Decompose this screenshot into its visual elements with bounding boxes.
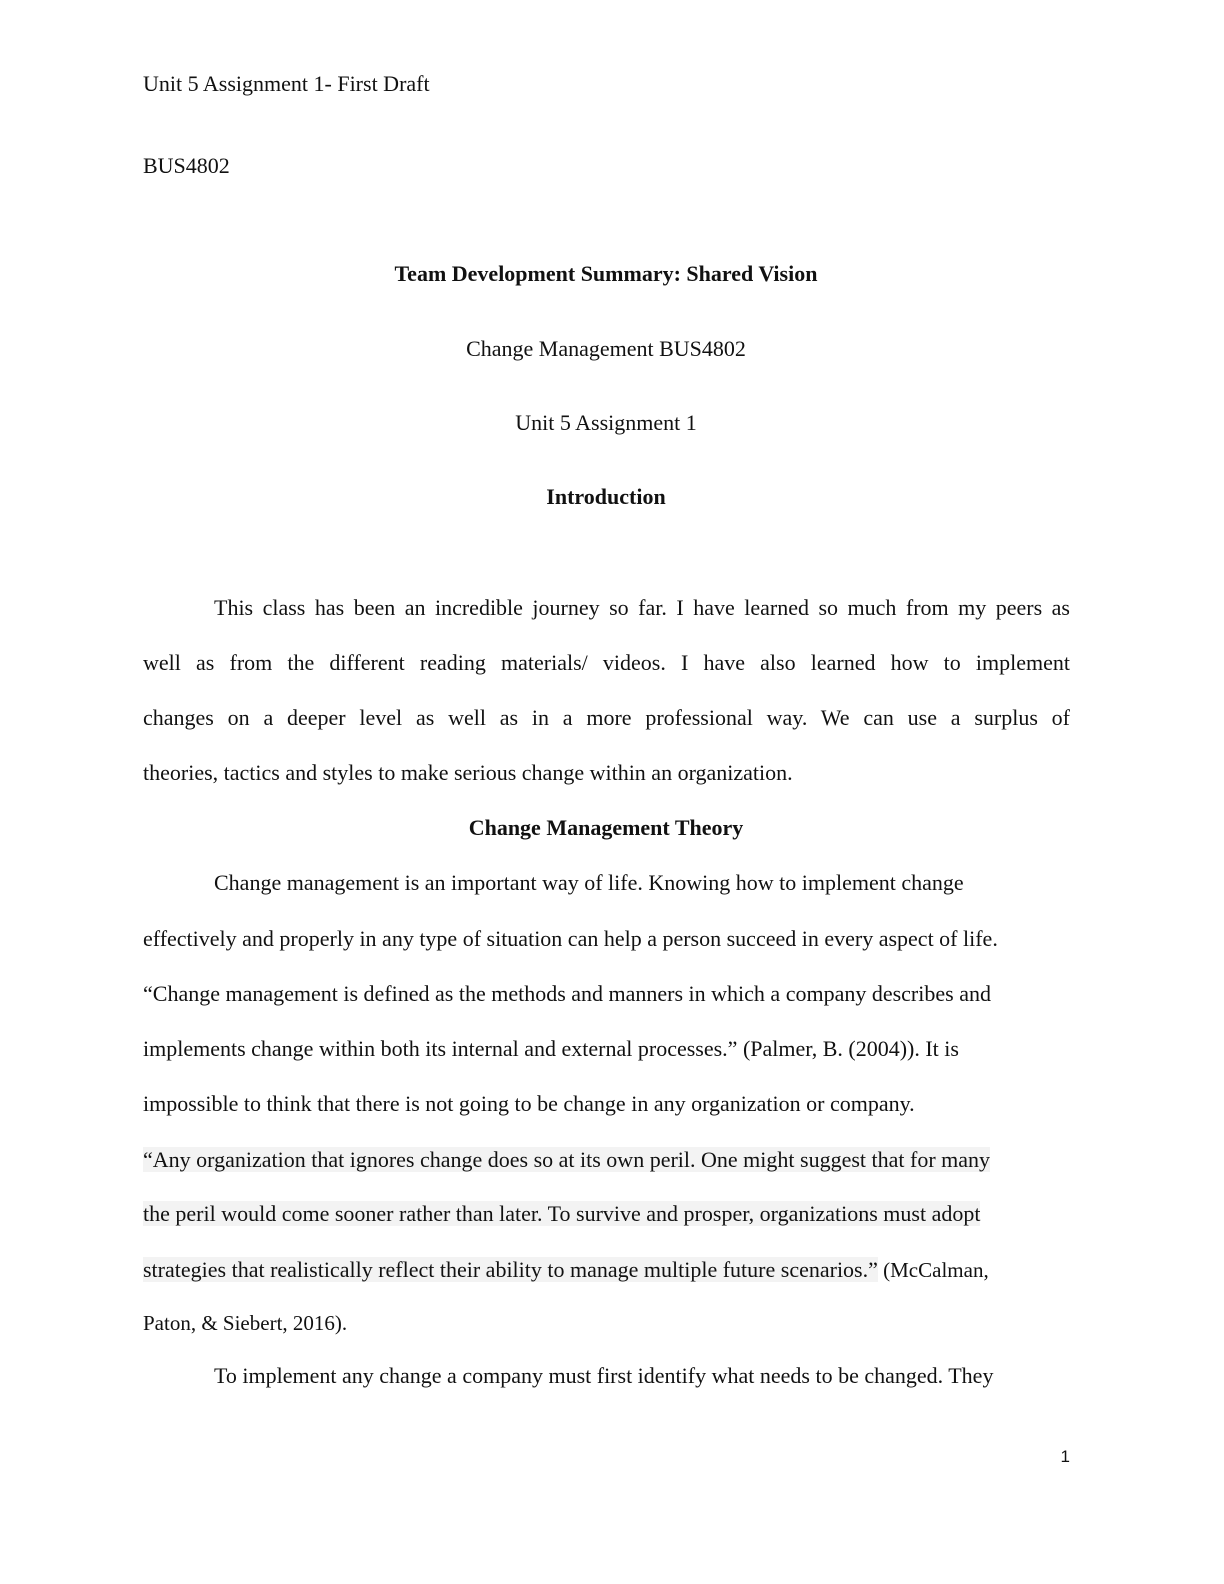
citation-text: (McCalman, [877, 1258, 989, 1282]
theory-closing-line: To implement any change a company must first identify what needs to be changed. They [214, 1363, 994, 1388]
theory-line: effectively and properly in any type of situation can help a person succeed in every aspect of life. [143, 926, 998, 951]
theory-line: Change management is an important way of life. Knowing how to implement change [214, 870, 964, 895]
introduction-line: well as from the different reading materials/ videos. I have also learned how to implement [143, 650, 1070, 675]
theory-line: “Change management is defined as the methods and manners in which a company describes and [143, 981, 991, 1006]
introduction-heading: Introduction [546, 484, 666, 509]
theory-line: impossible to think that there is not going to be change in any organization or company. [143, 1091, 915, 1116]
quote-line [143, 1256, 989, 1284]
quote-line [143, 1200, 980, 1228]
header-assignment-label: Unit 5 Assignment 1- First Draft [143, 71, 430, 96]
introduction-line: This class has been an incredible journey so far. I have learned so much from my peers as [214, 595, 1070, 620]
page-number: 1 [1060, 1447, 1070, 1466]
quote-text: the peril would come sooner rather than later. To survive and prosper, organizations must adopt [143, 1201, 981, 1226]
quote-text: strategies that realistically reflect their ability to manage multiple future scenarios.” [143, 1257, 878, 1282]
introduction-line: theories, tactics and styles to make serious change within an organization. [143, 760, 793, 785]
theory-line: implements change within both its internal and external processes.” (Palmer, B. (2004)). It is [143, 1036, 959, 1061]
quote-line [143, 1146, 990, 1174]
theory-heading: Change Management Theory [468, 815, 744, 840]
header-course-code: BUS4802 [143, 153, 230, 178]
quote-text: “Any organization that ignores change does so at its own peril. One might suggest that for many [143, 1147, 991, 1172]
title-course: Change Management BUS4802 [466, 336, 746, 361]
citation-line: Paton, & Siebert, 2016). [143, 1311, 348, 1335]
title-assignment: Unit 5 Assignment 1 [515, 410, 697, 435]
introduction-line: changes on a deeper level as well as in a more professional way. We can use a surplus of [143, 705, 1070, 730]
document-title: Team Development Summary: Shared Vision [394, 261, 818, 286]
